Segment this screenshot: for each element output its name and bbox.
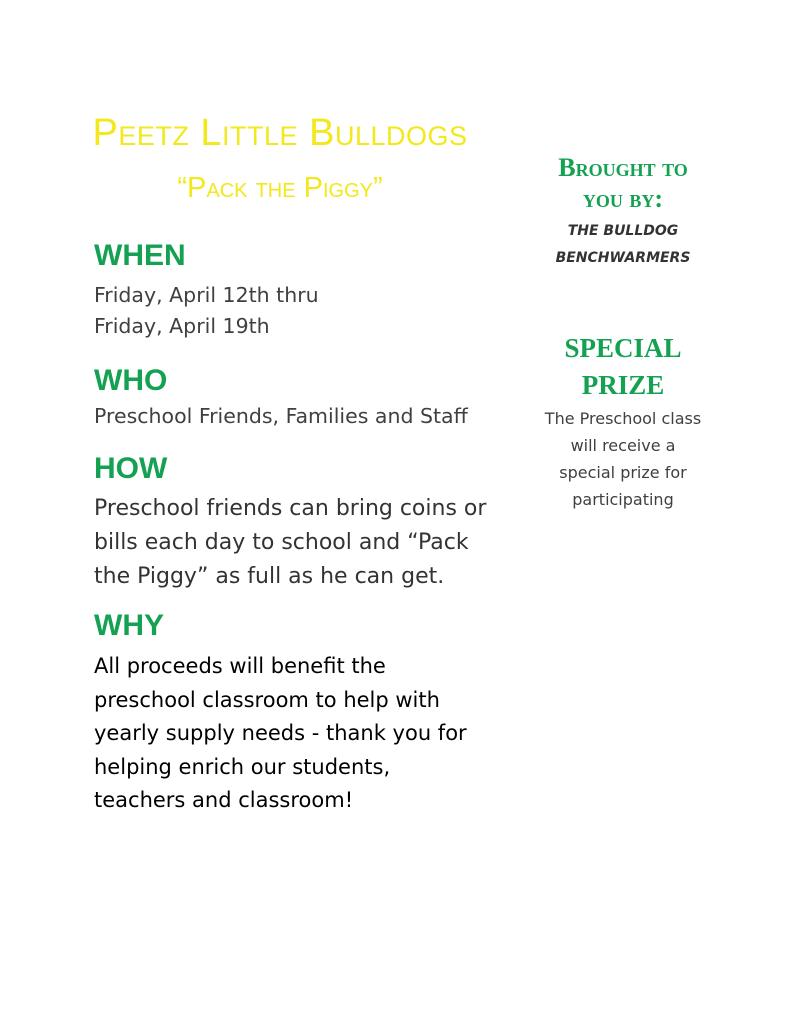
why-line: yearly supply needs - thank you for [94,721,467,745]
why-text [94,650,467,818]
prize-text [520,405,726,513]
prize-line: will receive a [570,436,676,455]
why-line: preschool classroom to help with [94,687,440,712]
sponsor-name-line: THE BULLDOG [567,223,679,239]
how-line: bills each day to school and “Pack [94,530,469,555]
who-heading: WHO [94,364,168,397]
prize-line: special prize for [559,463,687,482]
prize-line: The Preschool class [544,409,702,428]
who-text [94,401,468,432]
sponsor-heading [520,152,726,214]
why-line: helping enrich our students, [94,754,391,779]
why-line: teachers and classroom! [94,788,354,812]
how-text [94,492,486,594]
when-text [94,280,319,342]
prize-heading-line: SPECIAL [564,333,682,363]
prize-line: participating [572,490,674,509]
when-line: Friday, April 19th [94,314,270,338]
sponsor-heading-line: Brought to [558,153,688,182]
why-heading: WHY [94,609,164,642]
when-line: Friday, April 12th thru [94,283,319,307]
flyer-title: Peetz Little Bulldogs [92,112,468,154]
how-line: Preschool friends can bring coins or [94,496,487,521]
how-line: the Piggy” as full as he can get. [94,564,445,589]
prize-heading [520,330,726,404]
who-line: Preschool Friends, Families and Staff [94,404,468,428]
sponsor-name [520,218,726,272]
when-heading: WHEN [94,239,186,272]
flyer-subtitle: “Pack the Piggy” [177,172,383,204]
sponsor-name-line: BENCHWARMERS [555,250,691,266]
why-line: All proceeds will benefit the [94,654,386,678]
how-heading: HOW [94,452,168,485]
prize-heading-line: PRIZE [581,370,665,400]
sponsor-heading-line: you by: [582,184,664,213]
